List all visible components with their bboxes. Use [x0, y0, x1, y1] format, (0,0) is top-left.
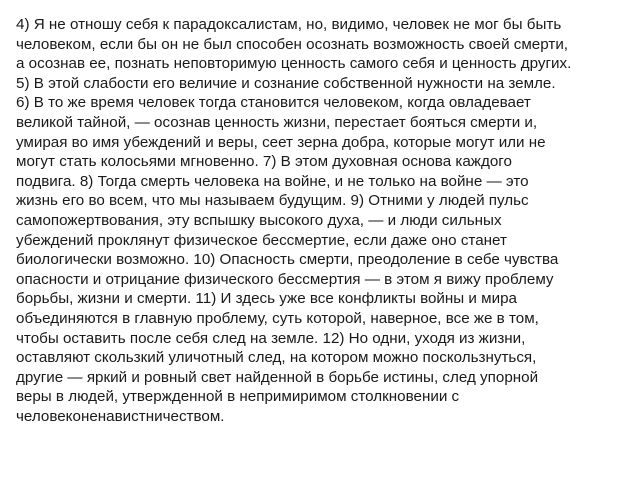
- text-line: умирая во имя убеждений и веры, сеет зерна добра, которые могут или не: [16, 133, 546, 151]
- text-line: великой тайной, — осознав ценность жизни, перестает бояться смерти и,: [16, 113, 538, 131]
- text-line: 5) В этой слабости его величие и сознание собственной нужности на земле.: [16, 74, 556, 92]
- text-line: могут стать колосьями мгновенно. 7) В этом духовная основа каждого: [16, 153, 512, 171]
- text-line: опасности и отрицание физического бессмертия — в этом я вижу проблему: [16, 270, 554, 288]
- text-line: убеждений проклянут физическое бессмертие, если даже оно станет: [16, 231, 507, 249]
- text-line: биологически возможно. 10) Опасность смерти, преодоление в себе чувства: [16, 251, 559, 269]
- document-text: [16, 15, 620, 426]
- text-line: чтобы оставить после себя след на земле. 12) Но одни, уходя из жизни,: [16, 329, 526, 347]
- text-line: человеконенавистничеством.: [16, 407, 225, 425]
- text-line: а осознав ее, познать неповторимую ценность самого себя и ценность других.: [16, 55, 572, 73]
- text-line: 6) В то же время человек тогда становится человеком, когда овладевает: [16, 94, 531, 112]
- text-line: жизнь его во всем, что мы называем будущим. 9) Отними у людей пульс: [16, 192, 529, 210]
- text-line: другие — яркий и ровный свет найденной в борьбе истины, след упорной: [16, 368, 539, 386]
- text-line: 4) Я не отношу себя к парадоксалистам, но, видимо, человек не мог бы быть: [16, 16, 562, 33]
- text-line: человеком, если бы он не был способен осознать возможность своей смерти,: [16, 35, 569, 53]
- text-line: объединяются в главную проблему, суть которой, наверное, все же в том,: [16, 309, 539, 327]
- text-line: веры в людей, утвержденной в непримиримом столкновении с: [16, 388, 460, 406]
- text-line: оставляют скользкий уличотный след, на котором можно поскользнуться,: [16, 349, 537, 367]
- text-line: подвига. 8) Тогда смерть человека на войне, и не только на войне — это: [16, 172, 529, 190]
- text-line: самопожертвования, эту вспышку высокого духа, — и люди сильных: [16, 211, 502, 229]
- text-line: борьбы, жизни и смерти. 11) И здесь уже все конфликты войны и мира: [16, 290, 517, 308]
